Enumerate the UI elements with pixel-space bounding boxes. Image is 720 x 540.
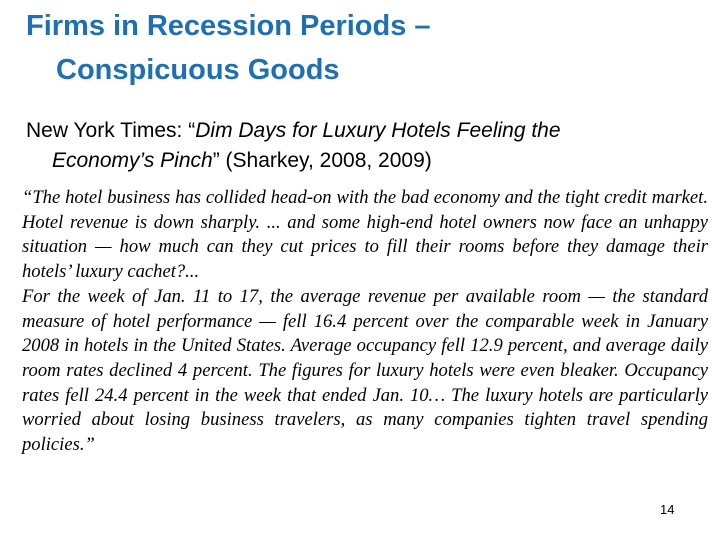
slide-title: [26, 4, 706, 92]
quote-paragraph-2: For the week of Jan. 11 to 17, the average revenue per available room — the standard measure of hotel performance — fell 16.4 percent over the comparable week in January 2008 in hotels in the United States. Average occupancy fell 12.9 percent, and average daily room rates declined 4 percent. The figures for luxury hotels were even bleaker. Occupancy rates fell 24.4 percent in the week that ended Jan. 10… The luxury hotels are particularly worried about losing business travelers, as many companies tighten travel spending policies.”: [22, 285, 708, 456]
article-title-part-1: Dim Days for Luxury Hotels Feeling the: [195, 119, 561, 142]
source-citation-line-2: [26, 146, 706, 176]
source-citation: [26, 116, 706, 176]
slide-title-line-2: Conspicuous Goods: [56, 54, 340, 86]
page-number: 14: [660, 502, 675, 517]
citation-suffix: ” (Sharkey, 2008, 2009): [212, 149, 432, 172]
citation-prefix: New York Times: “: [26, 119, 196, 142]
source-citation-line-1: [26, 116, 706, 146]
article-title-part-2: Economy’s Pinch: [52, 149, 213, 172]
article-quote: [22, 186, 708, 458]
quote-paragraph-1: “The hotel business has collided head-on with the bad economy and the tight credit market. Hotel revenue is down sharply. ... and some high-end hotel owners now face an unhappy situation — how much can they cut prices to fill their rooms before they damage their hotels’ luxury cachet?...: [22, 187, 708, 283]
slide-title-line-1: Firms in Recession Periods –: [26, 10, 431, 42]
